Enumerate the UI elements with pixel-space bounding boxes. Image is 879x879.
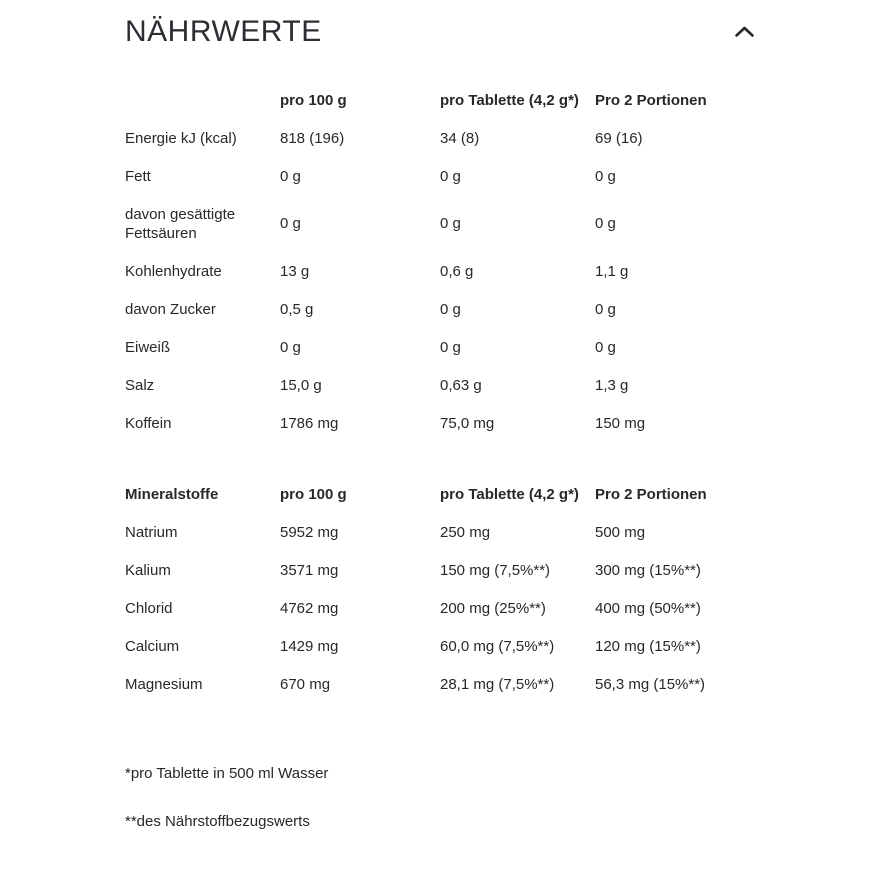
value-per-2-portions: 1,1 g <box>595 262 629 280</box>
value-per-2-portions: 400 mg (50%**) <box>595 599 701 617</box>
value-per-2-portions: 69 (16) <box>595 129 643 147</box>
value-per-tablet: 34 (8) <box>440 129 480 147</box>
header-per-tablet: pro Tablette (4,2 g*) <box>440 91 579 109</box>
value-per-2-portions: 0 g <box>595 167 616 185</box>
table-row-magnesium <box>125 665 755 703</box>
value-per-100g: 13 g <box>280 262 310 280</box>
row-label: Salz <box>125 376 155 394</box>
header-mineralstoffe: Mineralstoffe <box>125 485 219 503</box>
minerals-table <box>125 475 755 703</box>
value-per-100g: 0 g <box>280 338 301 356</box>
section-title: NÄHRWERTE <box>125 15 322 48</box>
table-row-koffein <box>125 404 755 442</box>
value-per-tablet: 28,1 mg (7,5%**) <box>440 675 555 693</box>
header-per-tablet: pro Tablette (4,2 g*) <box>440 485 579 503</box>
table-row-eiweiss <box>125 328 755 366</box>
value-per-tablet: 60,0 mg (7,5%**) <box>440 637 555 655</box>
table-row-gesaettigte-fettsaeuren <box>125 195 755 252</box>
row-label: Fett <box>125 167 151 185</box>
table-row-energie <box>125 119 755 157</box>
value-per-tablet: 250 mg <box>440 523 491 541</box>
row-label: Koffein <box>125 414 172 432</box>
value-per-100g: 670 mg <box>280 675 331 693</box>
value-per-100g: 3571 mg <box>280 561 339 579</box>
header-per-2-portions: Pro 2 Portionen <box>595 91 707 109</box>
row-label: Chlorid <box>125 599 173 617</box>
header-per-100g: pro 100 g <box>280 91 347 109</box>
value-per-2-portions: 0 g <box>595 338 616 356</box>
row-label: Calcium <box>125 637 180 655</box>
table-row-fett <box>125 157 755 195</box>
row-label: Natrium <box>125 523 178 541</box>
table-row-calcium <box>125 627 755 665</box>
row-label: Energie kJ (kcal) <box>125 129 237 147</box>
value-per-tablet: 150 mg (7,5%**) <box>440 561 551 579</box>
row-label: davon Zucker <box>125 300 216 318</box>
footnote-nrv: **des Nährstoffbezugswerts <box>125 813 310 830</box>
value-per-tablet: 0,6 g <box>440 262 474 280</box>
row-label: Kalium <box>125 561 171 579</box>
footnote-per-tablet: *pro Tablette in 500 ml Wasser <box>125 765 329 782</box>
table-row-zucker <box>125 290 755 328</box>
value-per-100g: 0,5 g <box>280 300 314 318</box>
value-per-tablet: 200 mg (25%**) <box>440 599 546 617</box>
value-per-2-portions: 500 mg <box>595 523 646 541</box>
value-per-tablet: 0 g <box>440 338 461 356</box>
value-per-100g: 0 g <box>280 215 301 232</box>
value-per-tablet: 0 g <box>440 167 461 185</box>
table-row-chlorid <box>125 589 755 627</box>
value-per-2-portions: 300 mg (15%**) <box>595 561 701 579</box>
row-label: Kohlenhydrate <box>125 262 222 280</box>
minerals-table-header-row <box>125 475 755 513</box>
value-per-tablet: 0 g <box>440 215 461 232</box>
value-per-2-portions: 1,3 g <box>595 376 629 394</box>
value-per-100g: 4762 mg <box>280 599 339 617</box>
table-row-kalium <box>125 551 755 589</box>
row-label: Magnesium <box>125 675 203 693</box>
nutrition-table-header-row <box>125 81 755 119</box>
value-per-2-portions: 0 g <box>595 300 616 318</box>
value-per-100g: 0 g <box>280 167 301 185</box>
table-row-kohlenhydrate <box>125 252 755 290</box>
value-per-100g: 818 (196) <box>280 129 345 147</box>
value-per-tablet: 0,63 g <box>440 376 482 394</box>
value-per-100g: 1429 mg <box>280 637 339 655</box>
value-per-100g: 15,0 g <box>280 376 322 394</box>
row-label: Eiweiß <box>125 338 171 356</box>
value-per-tablet: 75,0 mg <box>440 414 495 432</box>
value-per-2-portions: 120 mg (15%**) <box>595 637 701 655</box>
header-per-100g: pro 100 g <box>280 485 347 503</box>
table-row-salz <box>125 366 755 404</box>
accordion-header-naehrwerte[interactable] <box>125 10 755 54</box>
header-per-2-portions: Pro 2 Portionen <box>595 485 707 503</box>
chevron-up-icon[interactable] <box>734 26 755 38</box>
table-row-natrium <box>125 513 755 551</box>
value-per-2-portions: 56,3 mg (15%**) <box>595 675 706 693</box>
value-per-2-portions: 150 mg <box>595 414 646 432</box>
footnotes <box>125 764 755 831</box>
value-per-2-portions: 0 g <box>595 215 616 232</box>
value-per-100g: 5952 mg <box>280 523 339 541</box>
value-per-tablet: 0 g <box>440 300 461 318</box>
nutrition-table <box>125 81 755 442</box>
row-label: davon gesättigte Fettsäuren <box>125 205 236 242</box>
value-per-100g: 1786 mg <box>280 414 339 432</box>
